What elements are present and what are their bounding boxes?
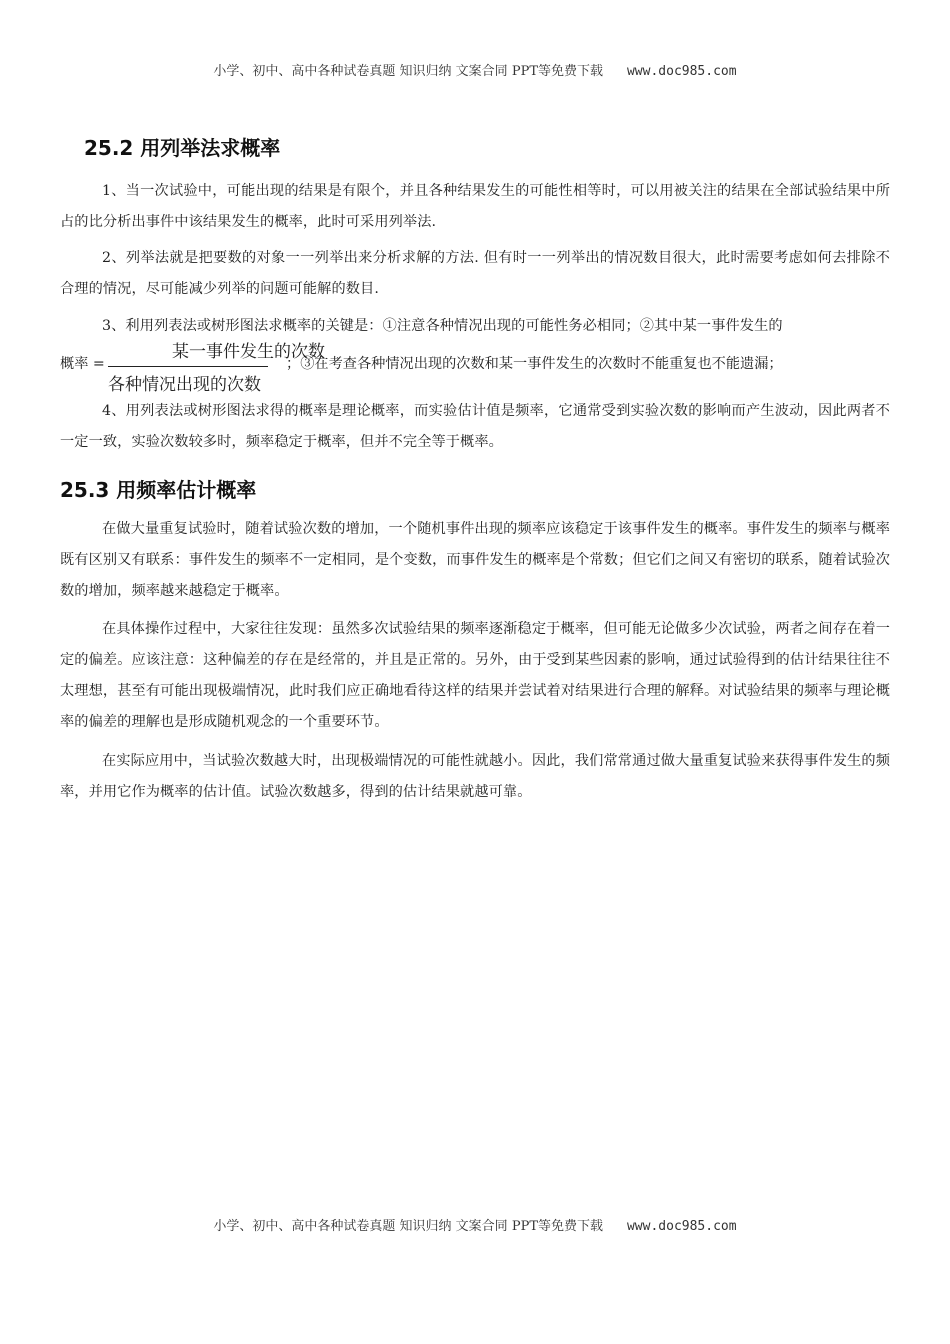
header-banner [0, 60, 950, 79]
paragraph-4: 4、用列表法或树形图法求得的概率是理论概率，而实验估计值是频率，它通常受到实验次数的影响而产生波动，因此两者不一定一致，实验次数较多时，频率稳定于概率，但并不完全等于概率。 [60, 403, 890, 450]
formula-numerator: 某一事件发生的次数 [172, 342, 325, 362]
formula-denominator: 各种情况出现的次数 [108, 375, 261, 395]
banner-text: 小学、初中、高中各种试卷真题 知识归纳 文案合同 PPT等免费下载 [213, 64, 603, 79]
footer-banner [0, 1215, 950, 1234]
paragraph-1: 1、当一次试验中，可能出现的结果是有限个，并且各种结果发生的可能性相等时，可以用被关注的结果在全部试验结果中所占的比分析出事件中该结果发生的概率，此时可采用列举法. [60, 183, 890, 230]
paragraph-6: 在具体操作过程中，大家往往发现：虽然多次试验结果的频率逐渐稳定于概率，但可能无论做多少次试验，两者之间存在着一定的偏差。应该注意：这种偏差的存在是经常的，并且是正常的。另外，由于受到某些因素的影响，通过试验得到的估计结果往往不太理想，甚至有可能出现极端情况，此时我们应正确地看待这样的结果并尝试着对结果进行合理的解释。对试验结果的频率与理论概率的偏差的理解也是形成随机观念的一个重要环节。 [60, 621, 890, 730]
footer-banner-url[interactable]: www.doc985.com [626, 1219, 737, 1234]
section-title-25-2: 25.2 用列举法求概率 [84, 136, 281, 160]
paragraph-3: 3、利用列表法或树形图法求概率的关键是：①注意各种情况出现的可能性务必相同；②其中某一事件发生的 [102, 318, 783, 334]
banner-url[interactable]: www.doc985.com [626, 64, 737, 79]
paragraph-5: 在做大量重复试验时，随着试验次数的增加，一个随机事件出现的频率应该稳定于该事件发生的概率。事件发生的频率与概率既有区别又有联系：事件发生的频率不一定相同，是个变数，而事件发生的概率是个常数；但它们之间又有密切的联系，随着试验次数的增加，频率越来越稳定于概率。 [60, 521, 890, 599]
paragraph-2: 2、列举法就是把要数的对象一一列举出来分析求解的方法. 但有时一一列举出的情况数目很大，此时需要考虑如何去排除不合理的情况，尽可能减少列举的问题可能解的数目. [60, 250, 890, 297]
section-title-25-3: 25.3 用频率估计概率 [60, 478, 257, 502]
fraction-bar [108, 366, 268, 367]
footer-banner-text: 小学、初中、高中各种试卷真题 知识归纳 文案合同 PPT等免费下载 [213, 1219, 603, 1234]
paragraph-7: 在实际应用中，当试验次数越大时，出现极端情况的可能性就越小。因此，我们常常通过做大量重复试验来获得事件发生的频率，并用它作为概率的估计值。试验次数越多，得到的估计结果就越可靠。 [60, 753, 890, 800]
probability-formula [60, 337, 890, 393]
formula-rest: ；③在考查各种情况出现的次数和某一事件发生的次数时不能重复也不能遗漏； [286, 356, 783, 372]
formula-label: 概率 = [60, 356, 105, 372]
